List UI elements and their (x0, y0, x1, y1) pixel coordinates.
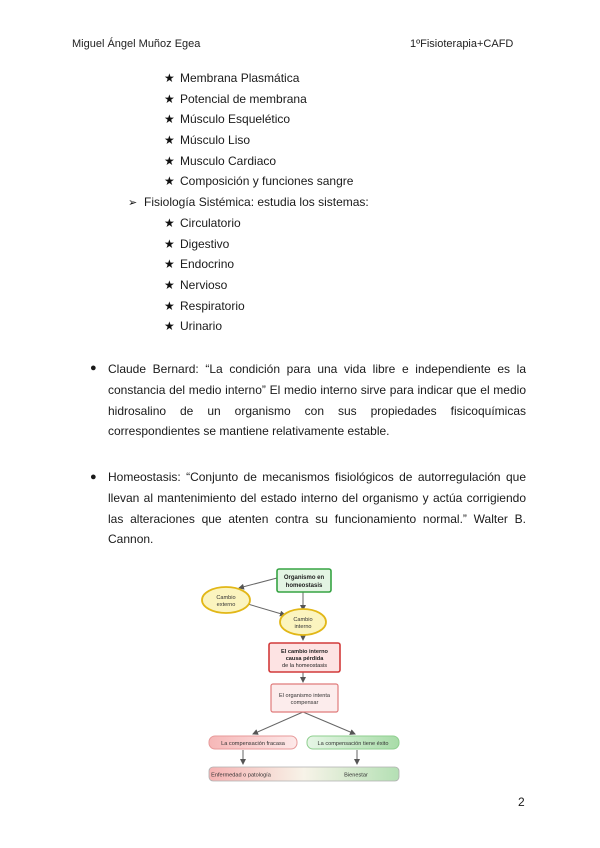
dot-bullet-icon: ● (90, 471, 97, 483)
list-item: ★ Membrana Plasmática (164, 68, 353, 89)
list-item: ★ Músculo Liso (164, 130, 353, 151)
star-bullet-icon: ★ (164, 91, 175, 106)
star-bullet-icon: ★ (164, 278, 175, 293)
list-item: ★ Endocrino (164, 254, 245, 275)
star-bullet-icon: ★ (164, 257, 175, 272)
list-item: ★ Potencial de membrana (164, 89, 353, 110)
enfermedad-label: Enfermedad o patología (211, 772, 271, 779)
cambio-interno-line2: interno (294, 624, 312, 630)
star-bullet-icon: ★ (164, 236, 175, 251)
box-organismo-line1: Organismo en (283, 575, 325, 581)
header-course: 1ºFisioterapia+CAFD (410, 38, 514, 50)
list-item: ★ Circulatorio (164, 213, 245, 234)
perdida-line1: El cambio interno (281, 649, 328, 655)
compensar-line1: El organismo intenta (279, 693, 330, 699)
compensacion-exito-label: La compensación tiene éxito (317, 741, 389, 747)
star-bullet-icon: ★ (164, 174, 175, 189)
list-item: ★ Urinario (164, 316, 245, 337)
star-bullet-icon: ★ (164, 133, 175, 148)
list-top (164, 68, 353, 192)
star-bullet-icon: ★ (164, 71, 175, 85)
homeostasis-diagram (195, 560, 410, 785)
star-bullet-icon: ★ (164, 216, 175, 230)
list-item: ★ Respiratorio (164, 296, 245, 317)
connector-line (239, 578, 277, 588)
star-bullet-icon: ★ (164, 298, 175, 313)
list-item: ★ Composición y funciones sangre (164, 171, 353, 192)
sistemica-heading: ➢ Fisiología Sistémica: estudia los sistemas: (128, 192, 369, 214)
cambio-externo-line2: externo (216, 602, 236, 608)
star-bullet-icon: ★ (164, 319, 175, 334)
compensacion-fracasa-label: La compensación fracasa (221, 741, 285, 747)
list-item: ★ Digestivo (164, 234, 245, 255)
connector-line (303, 712, 355, 734)
paragraph-bernard: Claude Bernard: “La condición para una vida libre e independiente es la constancia del medio interno” El medio interno sirve para indicar que el medio hidrosalino de un organismo con sus propiedades fisicoquímicas correspondientes se mantiene relativamente estable. (108, 362, 526, 439)
star-bullet-icon: ★ (164, 112, 175, 127)
connector-line (253, 712, 303, 734)
list-item: ★ Nervioso (164, 275, 245, 296)
header-author: Miguel Ángel Muñoz Egea (72, 38, 201, 50)
perdida-line2: causa pérdida (285, 656, 324, 662)
list-item: ★ Musculo Cardiaco (164, 151, 353, 172)
compensar-line2: compensar (290, 700, 319, 706)
star-bullet-icon: ★ (164, 153, 175, 168)
bienestar-label: Bienestar (344, 772, 368, 779)
perdida-line3: de la homeostasis (281, 663, 328, 669)
list-item: ★ Músculo Esquelético (164, 109, 353, 130)
box-organismo-line2: homeostasis (285, 583, 323, 589)
page-number: 2 (518, 795, 525, 809)
arrow-bullet-icon: ➢ (128, 197, 138, 209)
list-sistemas (164, 213, 245, 337)
paragraph-homeostasis: Homeostasis: “Conjunto de mecanismos fisiológicos de autorregulación que llevan al mantenimiento del estado interno del organismo y actúa corrigiendo las alteraciones que atenten contra su funcionamiento normal.” Walter B. Cannon. (108, 470, 526, 547)
cambio-interno-line1: Cambio (293, 617, 313, 623)
cambio-externo-line1: Cambio (216, 595, 236, 601)
dot-bullet-icon: ● (90, 362, 97, 374)
